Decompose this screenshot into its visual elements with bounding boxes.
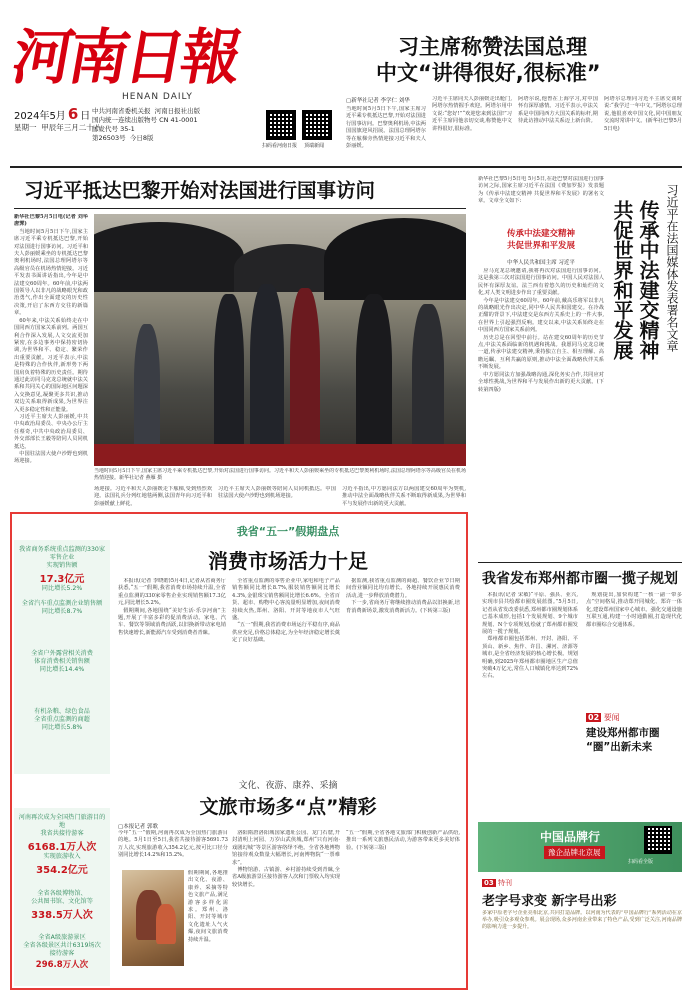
top-story-title [360, 34, 680, 86]
culture-stat-3: 全省A级旅游景区 全省各级景区共计6319场次 接待游客 296.8万人次 [23, 934, 101, 970]
top-story-col4: 阿塔尔总理同习近平主席交谈时说:“我学过一年中文。”阿塔尔总理说,他很喜欢中国文化,同中国朋友交流时常讲中文。(新华社巴黎5月5日电) [604, 96, 682, 132]
top-story-col3: 阿塔尔说,他曾在上海学习,对中国怀有深厚感情。习近平表示,中法关系是中国同西方大国关系的标杆,期待此访推动中法关系迈上新台阶。 [518, 96, 598, 125]
zhengzhou-col1: 本报讯(记者 宋敏)“平原、强县、业兴,实现市县共绘都市圈发展蓝图。”5月5日,记者从省发改委获悉,郑州都市圈规划体系已基本成形,包括1个发展规划、9个城市规划、N个专项规划,绘就了郑州都市圈发展的一揽子规划。 郑州都市圈包括郑州、开封、洛阳、平顶山、新乡、焦作、许昌、漯河、济源等城市,是全省经济发展的核心增长极。规划明确,到2025年郑州都市圈地区生产总值突破4万亿元,常住人口城镇化率达到72%左右。 [482, 592, 578, 680]
holiday-stat-4: 有机杂粮、绿色食品 全省重点监测的商超 同比增长5.8% [34, 708, 90, 731]
top-title-line1: 习主席称赞法国总理 [398, 35, 587, 59]
index-badge: 02 [588, 713, 600, 722]
holiday-stat-2: 全省汽车重点监测企业销售额 同比增长8.7% [21, 600, 103, 615]
culture-photo [122, 870, 184, 966]
divider-main [14, 208, 466, 209]
date-suffix: 日 [80, 111, 91, 122]
main-body3: 习近平主席夫人彭丽媛,中共中央政治局委员、中央办公厅主任蔡奇,中共中央政治局委员、外交部部长王毅等陪同人员同机抵达。 [14, 413, 88, 450]
right-subtitle-line1: 传承中法建交精神 [506, 229, 575, 239]
main-cont-col1: 场迎接。习近平和夫人彭丽媛走下舷梯,受到热烈欢迎。法国礼兵分列红地毯两侧,法国青年向习近平和彭丽媛献上鲜花。 [94, 486, 212, 507]
divider-masthead [10, 166, 682, 168]
masthead-latin: HENAN DAILY [122, 92, 193, 102]
index-box-02[interactable] [586, 712, 682, 820]
holiday-col1: 本报讯(记者 李晓皓)5月4日,记者从省商务厅获悉,“五一”假期,我省消费市场持续升温,全省重点监测的330家零售企业实现销售额17.3亿元,同比增长5.2%。 假期期间,各地围绕“美好生活·乐享河南”主题,开展了丰富多彩的促消费活动。家电、汽车、餐饮等领域消费活跃,以旧换新带动家电销售快速增长,新能源汽车受到消费者青睐。 [118, 578, 226, 636]
right-author: 中华人民共和国主席 习近平 [507, 260, 575, 266]
main-story-left-col [14, 214, 88, 488]
zhengzhou-title: 我省发布郑州都市圈一揽子规划 [482, 571, 678, 587]
qr-code-2-icon[interactable] [302, 110, 332, 140]
post-code: 邮发代号 35-1 [92, 125, 135, 133]
right-body4: 中方愿同法方加强战略沟通,深化务实合作,共同应对全球性挑战,为世界和平与发展作出新的更大贡献。(下转第四版) [478, 371, 604, 393]
publisher-block [92, 107, 200, 143]
lunar-date: 甲辰年三月二十八 [41, 123, 102, 132]
publisher: 中共河南省委机关报 [92, 107, 151, 115]
brand-banner[interactable] [478, 822, 682, 872]
top-story-byline: ▢新华社记者 李学仁 刘华 [346, 98, 410, 104]
logo-char-bao: 報 [174, 23, 248, 93]
logo-char-he: 河 [6, 23, 80, 93]
top-title-line2: 中文“讲得很好,很标准” [376, 61, 601, 85]
issue-number: 第26503号 [92, 134, 126, 142]
brand-qr-caption: 扫码看全版 [628, 859, 654, 865]
logo-char-nan: 南 [62, 23, 136, 93]
main-story-title: 习近平抵达巴黎开始对法国进行国事访问 [24, 179, 376, 202]
right-vert-title2: 传承中法建交精神 [636, 200, 660, 360]
culture-stat-1: 河南再次成为全国热门旅游目的地 我省共接待游客 6168.1万人次 实现旅游收入 354.2亿元 [18, 814, 106, 876]
index-headline: 建设郑州都市圈 “圈”出新未来 [586, 727, 660, 753]
weekday: 星期一 [14, 123, 37, 132]
holiday-col3: 据监测,我省重点监测的商超、餐饮企业节日期间营业额同比均有增长。各地持续开展惠民消费活动,进一步释放消费潜力。 下一步,省商务厅将继续推动消费品以旧换新,培育消费新场景,激发消费新活力。(下转第三版) [346, 578, 460, 614]
right-subtitle [478, 228, 604, 252]
right-vert-title1: 习近平在法国媒体发表署名文章 [665, 184, 679, 352]
special-body: 多家中原老字号企业亮相北京,共同打造品牌。以河南为代表的“中国品牌行”系列活动在京举办,吸引众多观众参观。展会现场,众多河南企业带来了特色产品,受到广泛关注,河南品牌的影响力进一步提升。 [482, 910, 682, 931]
holiday-col2: 全省重点监测的零售企业中,家电和电子产品销售额同比增长8.7%,服装销售额同比增长4.3%,金银珠宝销售额同比增长6.6%。全省百货、超市、购物中心客流量明显增加,夜间消费持续火热,郑州、洛阳、开封等地夜市人气旺盛。 “五一”假期,我省消费市场运行平稳有序,商品供应充足,价格总体稳定,为全年经济稳定增长奠定了良好基础。 [232, 578, 340, 644]
culture-col2: 洛阳隋唐洛阳城国家遗址公园、龙门石窟,开封清明上河园、万岁山武侠城,郑州“只有河南·戏剧幻城”等景区游客络绎不绝。全省各地博物馆接待观众数量大幅增长,河南博物院“一票难求”。 博物馆游、古镇游、乡村游持续受到青睐,全省A级旅游景区接待游客人次和门票收入均实现较快增长。 [232, 830, 340, 888]
brand-title: 中国品牌行 [540, 830, 601, 844]
right-body3: 历史总是在回望中前行。站在建交60周年的历史节点,中法关系面临新的机遇和挑战。我愿同马克龙总统一道,传承中法建交精神,秉持独立自主、相互理解、高瞻远瞩、互利共赢的原则,推动中法全面战略伙伴关系不断发展。 [478, 334, 604, 371]
index-section: 要闻 [603, 713, 620, 722]
weekday-line [14, 122, 101, 133]
qr-code-icon[interactable] [266, 110, 296, 140]
holiday-title: 消费市场活力十足 [208, 549, 368, 573]
main-photo-caption: 当地时间5月5日下午,国家主席习近平乘专机抵达巴黎,开始对法国进行国事访问。习近平和夫人彭丽媛乘坐的专机抵达巴黎奥利机场时,法国总理阿塔尔等高级官员在机场热情迎接。新华社记者 燕雁 摄 [94, 468, 466, 482]
top-story-col1: 当地时间5月5日下午,国家主席习近平乘专机抵达巴黎,开始对法国进行国事访问。巴黎奥利机场,中法两国国旗迎风招展。法国总理阿塔尔等在舷梯旁热情迎接习近平和夫人彭丽媛。 [346, 106, 426, 150]
divider-right [478, 562, 682, 563]
right-body1: 应马克龙总统邀请,我将再次对法国进行国事访问。这是我第三次对法国进行国事访问。中国人民对法国人民怀有深厚友谊。法兰西有着悠久的历史和灿烂的文化,对人类文明进步作出了重要贡献。 [478, 268, 604, 297]
umbrella-shape [94, 222, 244, 292]
culture-col1-side: 假期期间,各地推出文化、夜游、康养、采摘等特色文旅产品,满足游客多样化需求。郑州、洛阳、开封等城市文化遗址人气火爆,夜间文旅消费持续升温。 [188, 870, 228, 943]
cn-number: 国内统一连续出版物号 CN 41-0001 [92, 116, 198, 124]
main-cont-col2: 习近平主席夫人彭丽媛等陪同人员同机抵达。中国驻法国大使卢沙野也到机场迎接。 [218, 486, 336, 500]
holiday-stat-3: 全省户外露营相关消费 体育消费相关销售额 同比增长14.4% [31, 650, 93, 673]
person-shape [156, 904, 176, 944]
right-top-text: 新华社巴黎5月5日电 5月5日,在赴巴黎对法国进行国事访问之际,国家主席习近平在法国《费加罗报》发表题为《传承中法建交精神 共促世界和平发展》的署名文章。文章全文如下: [478, 176, 604, 205]
special-headline[interactable]: 老字号求变 新字号出彩 [482, 894, 617, 909]
main-body2: 60年来,中法关系始终走在中国同西方国家关系前列。两国互利合作深入发展,人文交流更加紧密,在多边事务中保持密切协调,为世界和平、稳定、繁荣作出重要贡献。习近平表示,中法是特殊的合作伙伴,新形势下两国肩负着特殊的历史责任。期待通过此访同马克龙总统就中法关系和共同关心的国际地区问题深入交换意见,凝聚更多共识,推动双边关系取得新成果,为世界注入更多稳定性和正能量。 [14, 317, 88, 413]
main-body1: 当地时间5月5日下午,国家主席习近平乘专机抵达巴黎,开始对法国进行国事访问。习近平和夫人彭丽媛乘坐的专机抵达巴黎奥利机场时,法国总理阿塔尔等高级官员在机场热情迎接。习近平发表书面讲话指出,今年是中法建交60周年。60年前,中法两国领导人以非凡的战略眼光和政治勇气,作出全面建交的历史性决策,开启了东西方交往的新篇章。 [14, 228, 88, 317]
top-story-col2: 习近平主席同夫人彭丽媛走出舱门,阿塔尔热情握手欢迎。阿塔尔用中文说:“您好!”“欢迎您来到法国!”习近平主席同他亲切交谈,称赞他中文讲得很好,很标准。 [432, 96, 512, 132]
culture-col3: “五一”假期,全省各地文旅部门积极创新产品供给,推出一系列文旅惠民活动,为游客带来更多美好体验。(下转第三版) [346, 830, 460, 851]
right-body [478, 268, 604, 554]
date-day: 6 [67, 105, 79, 123]
zhengzhou-col2: 规划提出,加快构建“一核一副一带多点”空间格局,推动郑开同城化、郑许一体化,建设郑州国家中心城市。强化交通设施互联互通,构建一小时通勤圈,打造现代化都市圈综合交通体系。 [586, 592, 682, 628]
red-carpet [94, 444, 466, 466]
special-section: 特刊 [497, 879, 512, 887]
person-shape [356, 294, 392, 466]
right-body2: 今年是中法建交60周年。60年前,戴高乐将军以非凡的战略眼光作出决定,同中华人民共和国建交。在冷战正酣的背景下,中法建交是东西方关系史上的一件大事,在世界上引起强烈反响。建交以来,中法关系始终走在中国同西方国家关系前列。 [478, 297, 604, 334]
publisher2: 河南日报社出版 [154, 107, 201, 115]
holiday-stat-1: 我省商务系统重点监测的330家零售企业 实现销售额 17.3亿元 同比增长5.2% [18, 546, 106, 592]
culture-byline: ▢本报记者 郭歌 [118, 824, 158, 830]
brand-subtitle: 豫企品牌北京展 [544, 846, 605, 859]
main-photo [94, 214, 466, 466]
main-lead-byline: 新华社巴黎5月5日电(记者 刘华 唐霁) [14, 214, 88, 228]
page-count: 今日8版 [129, 134, 154, 142]
person-shape [412, 304, 444, 466]
right-vert-title3: 共促世界和平发展 [610, 200, 634, 360]
person-shape [214, 294, 244, 466]
brand-qr-icon[interactable] [644, 826, 672, 854]
date-prefix: 2024年5月 [14, 111, 66, 122]
special-badge: 03 [484, 879, 494, 887]
culture-stat-2: 全省各级博物馆、 公共图书馆、文化馆等 338.5万人次 [31, 890, 93, 921]
holiday-kicker: 我省“五一”假期盘点 [236, 525, 340, 538]
person-shape [290, 288, 320, 466]
umbrella-shape [324, 218, 466, 300]
person-shape [250, 284, 284, 466]
logo-char-ri: 日 [118, 23, 192, 93]
main-cont-col3: 习近平指出,中方愿同法方以两国建交60周年为契机,推动中法全面战略伙伴关系不断取得新成果,为世界和平与发展作出新的更大贡献。 [342, 486, 466, 507]
qr2-caption: 顶端新闻 [304, 143, 325, 149]
index-badge-line [586, 712, 620, 723]
culture-col1-top: 今年“五一”假期,河南再次成为全国热门旅游目的地。5月1日至5日,我省共接待游客5691.73万人次,实现旅游收入354.2亿元,按可比口径分别同比增长14.2%和15.2%。 [118, 830, 228, 859]
special-badge-line [482, 878, 512, 888]
culture-title: 文旅市场多“点”精彩 [199, 796, 377, 818]
right-subtitle-line2: 共促世界和平发展 [506, 241, 575, 251]
issue-date [14, 105, 90, 123]
culture-kicker: 文化、夜游、康养、采摘 [238, 781, 338, 791]
qr1-caption: 扫码看河南日报 [262, 143, 298, 149]
main-body4: 中国驻法国大使卢沙野也到机场迎接。 [14, 451, 88, 465]
